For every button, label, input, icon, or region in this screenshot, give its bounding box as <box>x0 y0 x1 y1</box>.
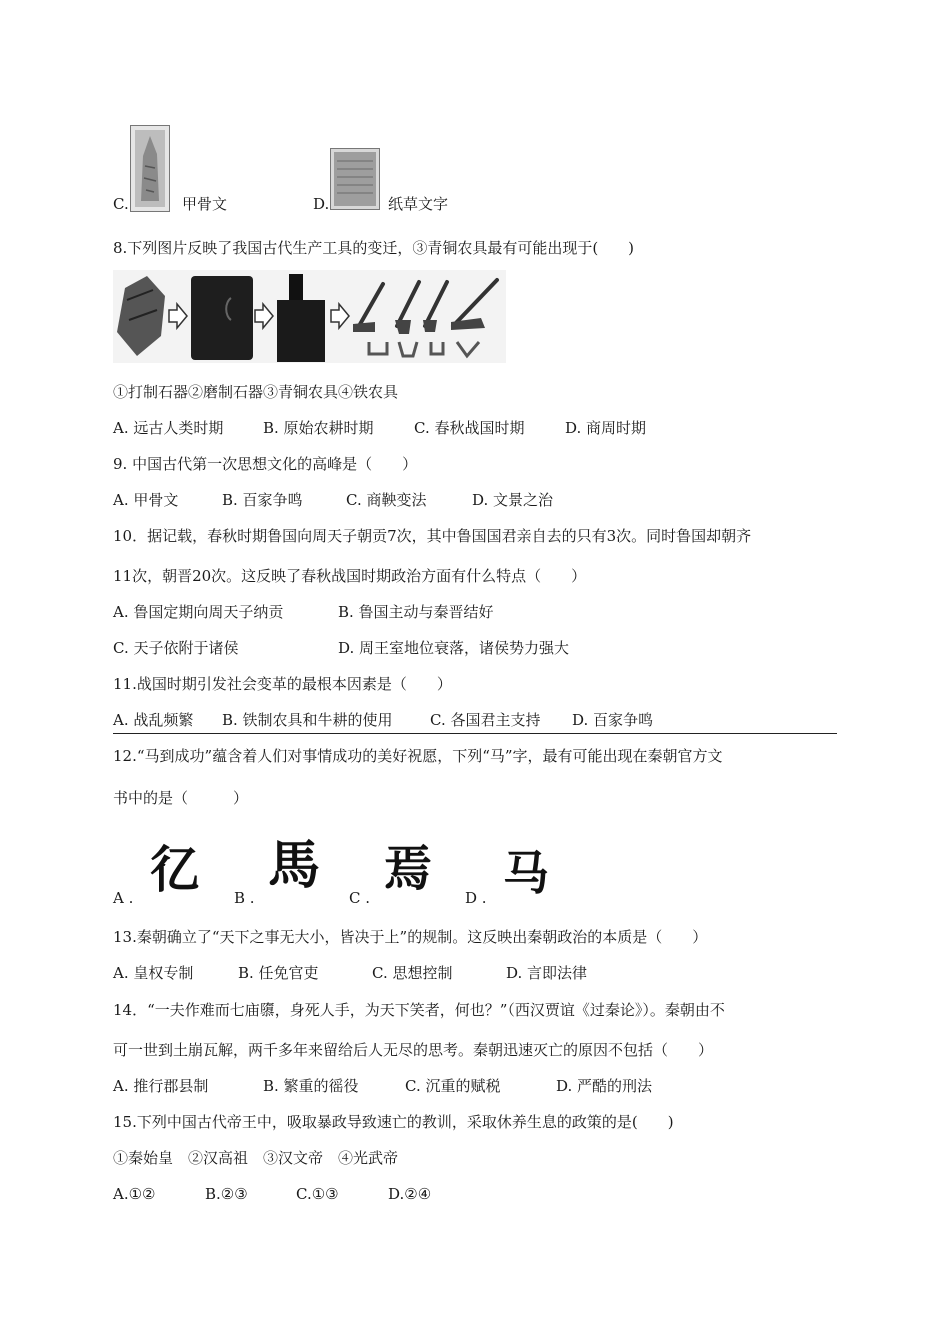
q12-stem-line2: 书中的是（ ） <box>113 789 249 807</box>
q7-option-d-text: 纸草文字 <box>388 195 449 213</box>
q12-option-b-glyph: 馬 <box>268 835 321 896</box>
q9-option-d[interactable]: D. 文景之治 <box>472 491 554 509</box>
q14-option-c[interactable]: C. 沉重的赋税 <box>405 1077 501 1095</box>
q12-option-c-glyph: 焉 <box>384 841 433 897</box>
papyrus-image <box>330 148 380 210</box>
q10-stem-line1: 10．据记载，春秋时期鲁国向周天子朝贡7次，其中鲁国国君亲自去的只有3次。同时鲁国却朝齐 <box>113 527 752 545</box>
q12-option-b-label[interactable]: B . <box>234 889 255 907</box>
q9-option-c[interactable]: C. 商鞅变法 <box>346 491 427 509</box>
q8-option-d[interactable]: D. 商周时期 <box>565 419 647 437</box>
q15-stem: 15.下列中国古代帝王中，吸取暴政导致速亡的教训，采取休养生息的政策的是( ) <box>113 1113 674 1131</box>
q12-option-d-glyph: 马 <box>503 846 549 900</box>
q15-option-b[interactable]: B.②③ <box>205 1185 248 1203</box>
q15-option-d[interactable]: D.②④ <box>388 1185 432 1203</box>
q8-stem: 8.下列图片反映了我国古代生产工具的变迁，③青铜农具最有可能出现于( ) <box>113 239 635 257</box>
q11-stem: 11.战国时期引发社会变革的最根本因素是（ ） <box>113 675 452 693</box>
q15-choices: ①秦始皇 ②汉高祖 ③汉文帝 ④光武帝 <box>113 1149 399 1167</box>
q9-option-b[interactable]: B. 百家争鸣 <box>222 491 303 509</box>
q7-option-c-label: C. <box>113 195 129 213</box>
q8-caption: ①打制石器②磨制石器③青铜农具④铁农具 <box>113 383 399 401</box>
q13-option-c[interactable]: C. 思想控制 <box>372 964 453 982</box>
q8-option-a[interactable]: A. 远古人类时期 <box>113 419 224 437</box>
q12-option-a-label[interactable]: A . <box>113 889 134 907</box>
q14-stem-line2: 可一世到土崩瓦解，两千多年来留给后人无尽的思考。秦朝迅速灭亡的原因不包括（ ） <box>113 1041 714 1059</box>
q15-option-a[interactable]: A.①② <box>113 1185 156 1203</box>
section-divider <box>113 733 837 734</box>
q11-option-b[interactable]: B. 铁制农具和牛耕的使用 <box>222 711 393 729</box>
q7-option-d-label: D. <box>313 195 330 213</box>
q12-stem-line1: 12.“马到成功”蕴含着人们对事情成功的美好祝愿，下列“马”字，最有可能出现在秦朝官方文 <box>113 747 723 765</box>
q13-option-d[interactable]: D. 言即法律 <box>506 964 588 982</box>
q13-option-a[interactable]: A. 皇权专制 <box>113 964 194 982</box>
q10-option-d[interactable]: D. 周王室地位衰落，诸侯势力强大 <box>338 639 570 657</box>
q8-option-c[interactable]: C. 春秋战国时期 <box>414 419 525 437</box>
q11-option-a[interactable]: A. 战乱频繁 <box>113 711 194 729</box>
q10-option-b[interactable]: B. 鲁国主动与秦晋结好 <box>338 603 494 621</box>
q8-option-b[interactable]: B. 原始农耕时期 <box>263 419 374 437</box>
tools-evolution-image <box>113 270 506 363</box>
q12-option-a-glyph: 𢒼 <box>150 840 198 899</box>
q10-option-a[interactable]: A. 鲁国定期向周天子纳贡 <box>113 603 284 621</box>
q11-option-d[interactable]: D. 百家争鸣 <box>572 711 654 729</box>
q7-option-c-text: 甲骨文 <box>182 195 228 213</box>
q13-option-b[interactable]: B. 任免官吏 <box>238 964 319 982</box>
q14-stem-line1: 14．“一夫作难而七庙隳，身死人手，为天下笑者，何也？”（西汉贾谊《过秦论》）。秦朝由不 <box>113 1001 725 1019</box>
q12-option-d-label[interactable]: D . <box>465 889 487 907</box>
q15-option-c[interactable]: C.①③ <box>296 1185 339 1203</box>
q14-option-b[interactable]: B. 繁重的徭役 <box>263 1077 359 1095</box>
q13-stem: 13.秦朝确立了“天下之事无大小，皆决于上”的规制。这反映出秦朝政治的本质是（ ） <box>113 928 708 946</box>
q10-stem-line2: 11次，朝晋20次。这反映了春秋战国时期政治方面有什么特点（ ） <box>113 567 587 585</box>
q14-option-d[interactable]: D. 严酷的刑法 <box>556 1077 653 1095</box>
q9-option-a[interactable]: A. 甲骨文 <box>113 491 179 509</box>
oracle-bone-image <box>130 125 170 212</box>
q10-option-c[interactable]: C. 天子依附于诸侯 <box>113 639 239 657</box>
q14-option-a[interactable]: A. 推行郡县制 <box>113 1077 209 1095</box>
q12-option-c-label[interactable]: C . <box>349 889 371 907</box>
q11-option-c[interactable]: C. 各国君主支持 <box>430 711 541 729</box>
q9-stem: 9. 中国古代第一次思想文化的高峰是（ ） <box>113 455 418 473</box>
